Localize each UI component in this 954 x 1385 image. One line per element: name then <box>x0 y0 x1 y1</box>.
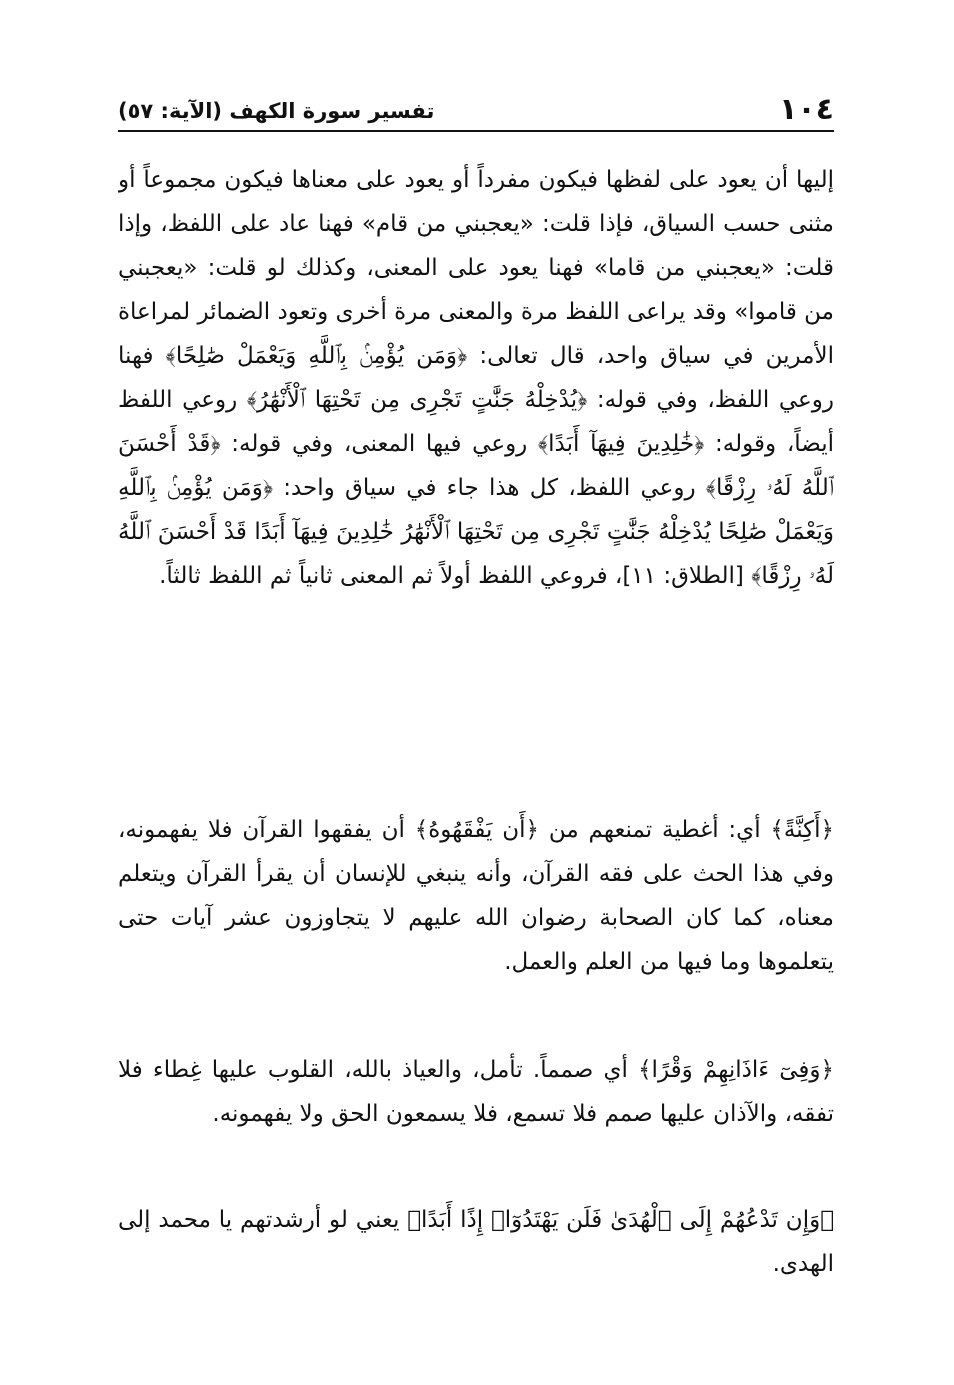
paragraph-waqr: ﴿وَفِىٓ ءَاذَانِهِمْ وَقْرًا﴾ أي صمماً. تأمل، والعياذ بالله، القلوب عليها غِطاء فلا تفقه، والآذان عليها صمم فلا تسمع، فلا يسمعون الحق ولا يفهمونه. <box>118 1057 834 1127</box>
paragraph-akinnah: ﴿أَكِنَّةً﴾ أي: أغطية تمنعهم من ﴿أَن يَفْقَهُوهُ﴾ أن يفقهوا القرآن فلا يفهمونه، وفي هذا الحث على فقه القرآن، وأنه ينبغي للإنسان أن يقرأ القرآن ويتعلم معناه، كما كان الصحابة رضوان الله عليهم لا يتجاوزون عشر آيات حتى يتعلموها وما فيها من العلم والعمل. <box>118 817 834 975</box>
paragraph-guidance: ﴿وَإِن تَدْعُهُمْ إِلَى ٱلْهُدَىٰ فَلَن يَهْتَدُوٓا۟ إِذًا أَبَدًا﴾ يعني لو أرشدتهم يا محمد إلى الهدى. <box>118 1207 834 1277</box>
page-number: ١٠٤ <box>779 92 834 127</box>
page-body <box>118 158 834 1294</box>
paragraph-pronoun-reference: إليها أن يعود على لفظها فيكون مفرداً أو يعود على معناها فيكون مجموعاً أو مثنى حسب السياق، فإذا قلت: «يعجبني من قام» فهنا عاد على اللفظ، وإذا قلت: «يعجبني من قاما» فهنا يعود على المعنى، وكذلك لو قلت: «يعجبني من قاموا» وقد يراعى اللفظ مرة والمعنى مرة أخرى وتعود الضمائر لمراعاة الأمرين في سياق واحد، قال تعالى: ﴿وَمَن يُؤْمِنۢ بِٱللَّهِ وَيَعْمَلْ صَٰلِحًا﴾ فهنا روعي اللفظ، وفي قوله: ﴿يُدْخِلْهُ جَنَّٰتٍ تَجْرِى مِن تَحْتِهَا ٱلْأَنْهَٰرُ﴾ روعي اللفظ أيضاً، وقوله: ﴿خَٰلِدِينَ فِيهَآ أَبَدًا﴾ روعي فيها المعنى، وفي قوله: ﴿قَدْ أَحْسَنَ ٱللَّهُ لَهُۥ رِزْقًا﴾ روعي اللفظ، كل هذا جاء في سياق واحد: ﴿وَمَن يُؤْمِنۢ بِٱللَّهِ وَيَعْمَلْ صَٰلِحًا يُدْخِلْهُ جَنَّٰتٍ تَجْرِى مِن تَحْتِهَا ٱلْأَنْهَٰرُ خَٰلِدِينَ فِيهَآ أَبَدًا قَدْ أَحْسَنَ ٱللَّهُ لَهُۥ رِزْقًا﴾ [الطلاق: ١١]، فروعي اللفظ أولاً ثم المعنى ثانياً ثم اللفظ ثالثاً. <box>118 167 834 589</box>
running-title: تفسير سورة الكهف (الآية: ٥٧) <box>118 99 435 123</box>
page-header <box>118 92 834 132</box>
